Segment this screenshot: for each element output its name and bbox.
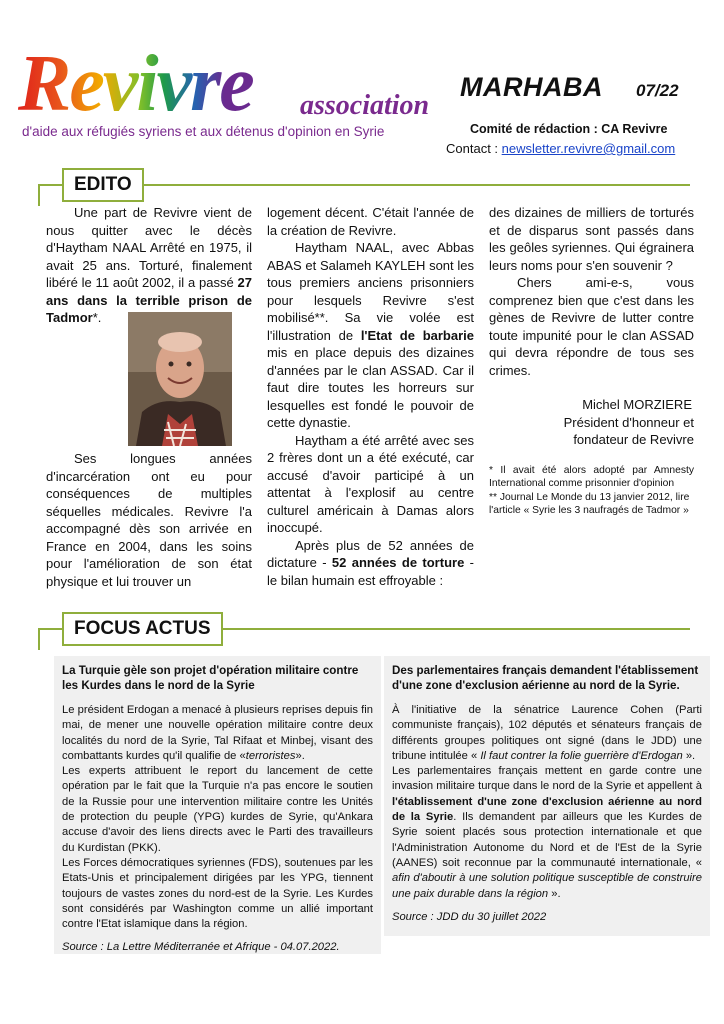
news-box-left (54, 656, 381, 954)
edito-heading: EDITO (62, 168, 144, 202)
newsletter-title: MARHABA (460, 72, 603, 102)
editorial-committee: Comité de rédaction : CA Revivre (470, 122, 668, 136)
signature-role: fondateur de Revivre (573, 432, 694, 447)
edito-column-2 (267, 204, 474, 589)
edito-column-1-continued (46, 450, 252, 590)
contact-line (446, 141, 675, 156)
news-paragraph: Les parlementaires français mettent en garde contre une invasion militaire turque dans le nord de la Syrie et appellent à l'établissement d'une zone d'exclusion aérienne au nord de la Syrie. Ils demandent par ailleurs que les Kurdes de Syrie soient placés sous protection internationale et que l'Administration Autonome du Nord et de l'Est de la Syrie (AANES) soit reconnue par la communauté internationale, « afin d'aboutir à une solution politique susceptible de construire une paix durable dans la région ». (392, 765, 702, 900)
edito-column-3 (489, 204, 694, 518)
news-box-right (384, 656, 710, 936)
edito-paragraph: Chers ami-e-s, vous comprenez bien que c'est dans les gènes de Revivre de lutter contre toute impunité pour le clan ASSAD qui devra répondre de tous ses crimes. (489, 275, 694, 378)
portrait-photo (128, 312, 232, 446)
contact-label: Contact : (446, 141, 502, 156)
logo-wordmark: Revivre (18, 40, 253, 128)
edito-left-rule (38, 184, 40, 206)
news-source: Source : La Lettre Méditerranée et Afrique - 04.07.2022. (62, 941, 340, 954)
edito-paragraph: Après plus de 52 années de dictature - 52 années de torture - le bilan humain est effroyable : (267, 537, 474, 588)
edito-paragraph: Une part de Revivre vient de nous quitter avec le décès d'Haytham NAAL Arrêté en 1975, il avait 25 ans. Torturé, finalement libéré le 11 août 2002, il a passé 27 ans dans la terrible prison de Tadmor*. (46, 205, 252, 325)
edito-paragraph: des dizaines de milliers de torturés et de disparus sont passés dans les geôles syriennes. Qui égrainera leurs noms pour s'en souvenir ? (489, 205, 694, 273)
footnote: ** Journal Le Monde du 13 janvier 2012, lire l'article « Syrie les 3 naufragés de Tadmor » (489, 491, 690, 516)
edito-paragraph: Ses longues années d'incarcération ont eu pour conséquences de multiples séquelles médicales. Revivre l'a accompagné dès son arrivée en France en 2004, dans les soins pour l'amélioration de son état physique et lui trouver un (46, 451, 252, 589)
news-paragraph: Les experts attribuent le report du lancement de cette opération par le fait que la Turquie n'a pas encore le soutien de la Russie pour une intervention militaire contre les Unités de protection du peuple (YPG) kurdes de Syrie, qu'Ankara accuse d'avoir des liens directs avec le Parti des travailleurs du Kurdistan (PKK). (62, 765, 373, 854)
signature-name: Michel MORZIERE (582, 397, 692, 412)
footnote: * Il avait été alors adopté par Amnesty International comme prisonnier d'opinion (489, 464, 694, 489)
focus-heading: FOCUS ACTUS (62, 612, 223, 646)
logo-tagline: d'aide aux réfugiés syriens et aux détenus d'opinion en Syrie (22, 124, 385, 139)
contact-email-link[interactable]: newsletter.revivre@gmail.com (501, 141, 676, 156)
focus-left-rule (38, 628, 40, 650)
edito-paragraph: logement décent. C'était l'année de la création de Revivre. (267, 205, 474, 238)
edito-column-1 (46, 204, 252, 327)
news-paragraph: Le président Erdogan a menacé à plusieurs reprises depuis fin mai, de mener une nouvelle opération militaire contre deux localités du nord de la Syrie, Tal Rifaat et Minbej, visant des combattants kurdes qu'il qualifie de «terroristes». (62, 704, 373, 762)
news-source: Source : JDD du 30 juillet 2022 (392, 910, 547, 923)
portrait-image (128, 312, 232, 446)
news-title: Des parlementaires français demandent l'établissement d'une zone d'exclusion aérienne au nord de la Syrie. (392, 664, 699, 692)
logo-association-text: association (300, 90, 430, 121)
news-paragraph: À l'initiative de la sénatrice Laurence Cohen (Parti communiste français), 102 députés et sénateurs français de différents groupes politiques ont signé (dans le JDD) une tribune intitulée « Il faut contrer la folie guerrière d'Erdogan ». (392, 704, 702, 762)
news-title: La Turquie gèle son projet d'opération militaire contre les Kurdes dans le nord de la Syrie (62, 664, 359, 692)
edito-paragraph: Haytham NAAL, avec Abbas ABAS et Salameh KAYLEH sont les tous premiers anciens prisonniers pour lesquels Revivre s'est mobilisé**. Sa vie volée est l'illustration de l'Etat de barbarie mis en place depuis des dizaines d'années par le clan ASSAD. Car il faut dire toutes les horreurs sur lesquelles est fondé le pouvoir de cette dynastie. (267, 240, 474, 430)
issue-number: 07/22 (636, 81, 679, 100)
edito-paragraph: Haytham a été arrêté avec ses 2 frères dont un a été exécuté, car accusé d'avoir participé à un attentat à l'explosif au centre culturel américain à Damas alors inoccupé. (267, 432, 474, 535)
news-paragraph: Les Forces démocratiques syriennes (FDS), soutenues par les Etats-Unis et principalement dirigées par les YPG, tiennent toujours de vastes zones du nord-est de la Syrie. Les Kurdes sont considérés par Washington comme un allié important contre l'Etat islamique dans la région. (62, 856, 373, 931)
signature-role: Président d'honneur et (563, 414, 694, 430)
